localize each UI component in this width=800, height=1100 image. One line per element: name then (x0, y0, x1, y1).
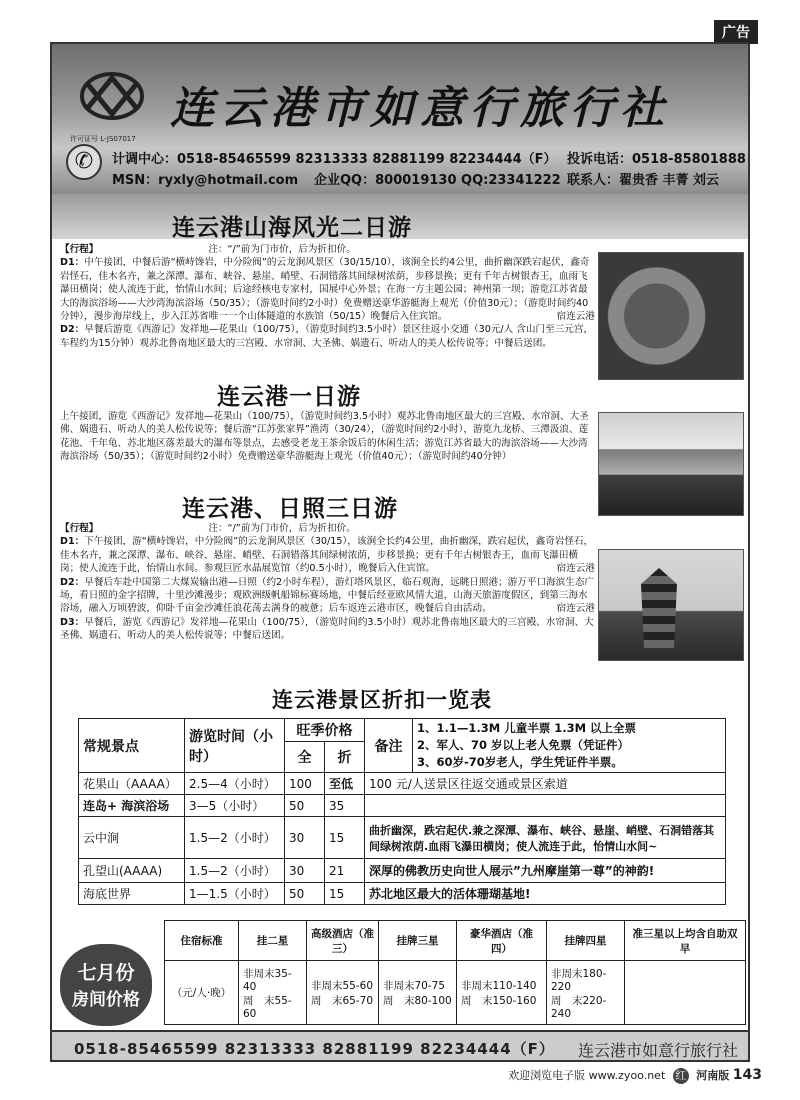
room-price-table (164, 920, 746, 1025)
msn-contact: MSN：ryxly@hotmail.com (112, 173, 299, 188)
pagoda-photo (598, 549, 744, 661)
price-luxury (457, 961, 547, 1025)
spot-name: 云中涧 (79, 817, 185, 859)
spot-full: 50 (285, 795, 325, 817)
tour3-d2-text: 早餐后车赴中国第二大煤炭输出港—日照（约2小时车程），游灯塔风景区，临石观海，远眺日照港；游万平口海滨生态广场，看日照的金字招牌，十里沙滩漫步；观欧洲级帆船锦标赛场地，中餐后经亚欧风情大道，山海天旅游度假区，到第三海水浴场，融入万顷碧波，仰卧千亩金沙滩任浪花荡去满身的疲惫；后车返连云港市区，晚餐后自由活动。 (60, 576, 595, 615)
header-banner (52, 44, 750, 194)
price-weekend: 周 末150-160 (461, 994, 537, 1007)
july-price-badge (60, 944, 152, 1026)
spot-time: 1.5—2（小时） (185, 859, 285, 883)
tour3-d1-stay: 宿连云港 (556, 563, 595, 575)
discount-table (78, 718, 726, 905)
tour1-note: 注：“/”前为门市价，后为折扣价。 (208, 244, 356, 255)
table-row (79, 773, 726, 795)
header-quasi-3star: 高级酒店（准三） (307, 921, 379, 961)
tour3-d2-label: D2： (60, 576, 85, 588)
price-weekend: 周 末55-60 (243, 994, 292, 1020)
footer-company: 连云港市如意行旅行社 (577, 1041, 738, 1060)
tour1-d2-label: D2： (60, 324, 85, 336)
pagoda-shape (629, 568, 689, 648)
tour3-note: 注：“/”前为门市价，后为折扣价。 (208, 523, 356, 534)
header-breakfast: 准三星以上均含自助双早 (625, 921, 746, 961)
ad-tag: 广告 (714, 20, 758, 44)
spot-discount: 至低 (325, 773, 365, 795)
header-4star: 挂牌四星 (547, 921, 625, 961)
monkey-photo (598, 252, 744, 380)
spot-name: 花果山（AAAA） (79, 773, 185, 795)
footer-phones: 0518-85465599 82313333 82881199 82234444（F） (74, 1040, 555, 1058)
badge-month: 七月份 (77, 962, 135, 984)
note-3: 3、60岁-70岁老人，学生凭证件半票。 (417, 755, 623, 769)
seaside-photo (598, 412, 744, 516)
qq-contact: 企业QQ：800019130 QQ:23341222 (314, 173, 561, 188)
price-2star (239, 961, 307, 1025)
price-weekend: 周 末80-100 (383, 994, 452, 1007)
price-weekend: 周 末220-240 (551, 994, 607, 1020)
tour1-title: 连云港山海风光二日游 (172, 215, 412, 241)
tour3-title: 连云港、日照三日游 (182, 496, 398, 522)
table-row (79, 859, 726, 883)
tour1-label: 【行程】 (60, 244, 99, 255)
footer-bar (52, 1030, 750, 1062)
tour2-title: 连云港一日游 (217, 384, 361, 410)
note-2: 2、军人、70 岁以上老人免票（凭证件） (417, 738, 630, 752)
spot-name: 连岛+ 海滨浴场 (79, 795, 185, 817)
header-note: 备注 (365, 719, 413, 773)
spot-remark: 苏北地区最大的活体珊瑚基地! (365, 883, 726, 905)
spot-time: 1.5—2（小时） (185, 817, 285, 859)
spot-discount: 21 (325, 859, 365, 883)
tour1-d1-text: 中午接团，中餐后游“横峙馋岩，中分险阀”的云龙涧风景区（30/15/10），该涧全长约4公里，曲折幽深跌宕起伏，鑫奇岩怪石，佳木名卉，兼之深潭、瀑布、峡谷、悬崖、峭壁、石洞错落其间绿树浓荫，步移景换；更有千年古树银杏王，血雨飞瀑田横岗；使人流连于此，怡情山水间；后途经核电专家村，国展中心外景；在海一方主题公园；神州第一坝；游览江苏省最大的海滨浴场——大沙湾海滨浴场（50/35）；（游览时间约2小时）免费赠送豪华游艇海上观光（价值30元）；（游览时间约40分钟），漫步海岸线上，步入江苏省唯一一个山体隧道的水族馆（50/15）晚餐后入住宾馆。 (60, 257, 590, 323)
spot-remark (365, 795, 726, 817)
tour3-itinerary (60, 522, 595, 643)
table-row (79, 817, 726, 859)
notes-cell (413, 719, 726, 773)
phone-icon: ✆ (66, 144, 102, 180)
tour3-d1-text: 下午接团，游“横峙馋岩，中分险阀”的云龙涧风景区（30/15），该涧全长约4公里，曲折幽深，跌宕起伏，鑫奇岩怪石，佳木名卉，兼之深潭、瀑布、峡谷、悬崖、峭壁、石洞错落其间绿树浓荫，步移景换；更有千年古树银杏王，血雨飞瀑田横岗；使人流连于此，怡情山水间。参观巨匠水晶展览馆（约0.5小时），晚餐后入住宾馆。 (60, 536, 594, 575)
price-quasi-3star (307, 961, 379, 1025)
discount-title: 连云港景区折扣一览表 (272, 688, 492, 712)
tour1-d2-text: 早餐后游览《西游记》发祥地—花果山（100/75），（游览时间约3.5小时）景区往返小交通（30元/人 含山门至三元宫，车程约为15分钟）观苏北鲁南地区最大的三宫殿、水帘洞、大圣佛、娲遗石、听动人的美人松传说等；中餐后送团。 (60, 324, 594, 349)
price-blank (625, 961, 746, 1025)
company-name: 连云港市如意行旅行社 (170, 83, 670, 134)
tour1-d1-stay: 宿连云港 (556, 311, 595, 323)
header-peak: 旺季价格 (285, 719, 365, 742)
spot-discount: 15 (325, 817, 365, 859)
price-weekday: 非周末35-40 (243, 967, 292, 993)
header-3star: 挂牌三星 (379, 921, 457, 961)
price-unit: （元/人·晚） (165, 961, 239, 1025)
tour2-itinerary: 上午接团，游览《西游记》发祥地—花果山（100/75），（游览时间约3.5小时）观苏北鲁南地区最大的三宫殿、水帘洞、大圣佛、娲遗石、听动人的美人松传说等；餐后游“江苏张家界”渔湾（30/24），（游览时间约2小时），游览九龙桥、三潭汲浪、莲花池、千年龟、苏北地区落差最大的瀑布等景点，去感受老龙王茶余饭后的休闲生活；游览江苏省最大的海滨浴场——大沙湾海滨浴场（50/35）；（游览时间约2小时）免费赠送豪华游艇海上观光（价值40元）；（游览时间约40分钟） (60, 411, 589, 463)
spot-name: 海底世界 (79, 883, 185, 905)
price-weekend: 周 末65-70 (311, 994, 374, 1007)
price-weekday: 非周末180-220 (551, 967, 607, 993)
price-weekday: 非周末55-60 (311, 979, 374, 992)
license-number: 许可证号 L-JS07017 (70, 135, 136, 143)
header-time: 游览时间（小时） (185, 719, 285, 773)
price-3star (379, 961, 457, 1025)
spot-time: 2.5—4（小时） (185, 773, 285, 795)
advertisement-frame (50, 42, 750, 1062)
badge-label: 房间价格 (72, 990, 140, 1010)
spot-remark: 100 元/人送景区往返交通或景区索道 (365, 773, 726, 795)
tour3-d3-text: 早餐后，游览《西游记》发祥地—花果山（100/75），（游览时间约3.5小时）观苏北鲁南地区最大的三宫殿、水帘洞、大圣佛、娲遗石、听动人的美人松传说等；中餐后送团。 (60, 616, 594, 642)
price-4star (547, 961, 625, 1025)
spot-full: 30 (285, 859, 325, 883)
header-standard: 住宿标准 (165, 921, 239, 961)
page-footer (508, 1067, 762, 1084)
table-row (79, 795, 726, 817)
price-weekday: 非周末70-75 (383, 979, 446, 992)
page-number: 143 (732, 1067, 762, 1083)
edition: 河南版 (696, 1069, 730, 1082)
header-2star: 挂二星 (239, 921, 307, 961)
tour3-d2-stay: 宿连云港 (556, 603, 595, 615)
spot-remark: 曲折幽深，跌宕起伏.兼之深潭、瀑布、峡谷、悬崖、峭壁、石洞错落其间绿树浓荫.血雨飞瀑田横岗；使人流连于此，怡情山水间~ (365, 817, 726, 859)
tour3-d1-label: D1： (60, 536, 85, 548)
spot-full: 50 (285, 883, 325, 905)
tour1-itinerary (60, 243, 595, 350)
header-spot: 常规景点 (79, 719, 185, 773)
dispatch-phones: 计调中心：0518-85465599 82313333 82881199 82234444（F） (112, 152, 557, 167)
contact-persons: 联系人：翟贵香 丰菁 刘云 (567, 173, 720, 188)
header-luxury: 豪华酒店（准 四） (457, 921, 547, 961)
header-discount: 折 (325, 742, 365, 773)
tour3-d3-label: D3： (60, 616, 85, 628)
tour1-d1-label: D1： (60, 257, 85, 269)
spot-discount: 15 (325, 883, 365, 905)
table-row (79, 883, 726, 905)
spot-discount: 35 (325, 795, 365, 817)
price-weekday: 非周末110-140 (461, 979, 537, 992)
red-badge-icon: 红 (673, 1068, 689, 1084)
spot-remark: 深厚的佛教历史向世人展示”九州摩崖第一尊”的神韵! (365, 859, 726, 883)
spot-time: 1—1.5（小时） (185, 883, 285, 905)
website-text: 欢迎浏览电子版 www.zyoo.net (508, 1069, 666, 1082)
note-1: 1、1.1—1.3M 儿童半票 1.3M 以上全票 (417, 721, 637, 735)
spot-name: 孔望山(AAAA) (79, 859, 185, 883)
spot-full: 100 (285, 773, 325, 795)
tour3-label: 【行程】 (60, 523, 99, 534)
complaint-phone: 投诉电话：0518-85801888 (567, 152, 746, 167)
header-full: 全 (285, 742, 325, 773)
spot-full: 30 (285, 817, 325, 859)
spot-time: 3—5（小时） (185, 795, 285, 817)
